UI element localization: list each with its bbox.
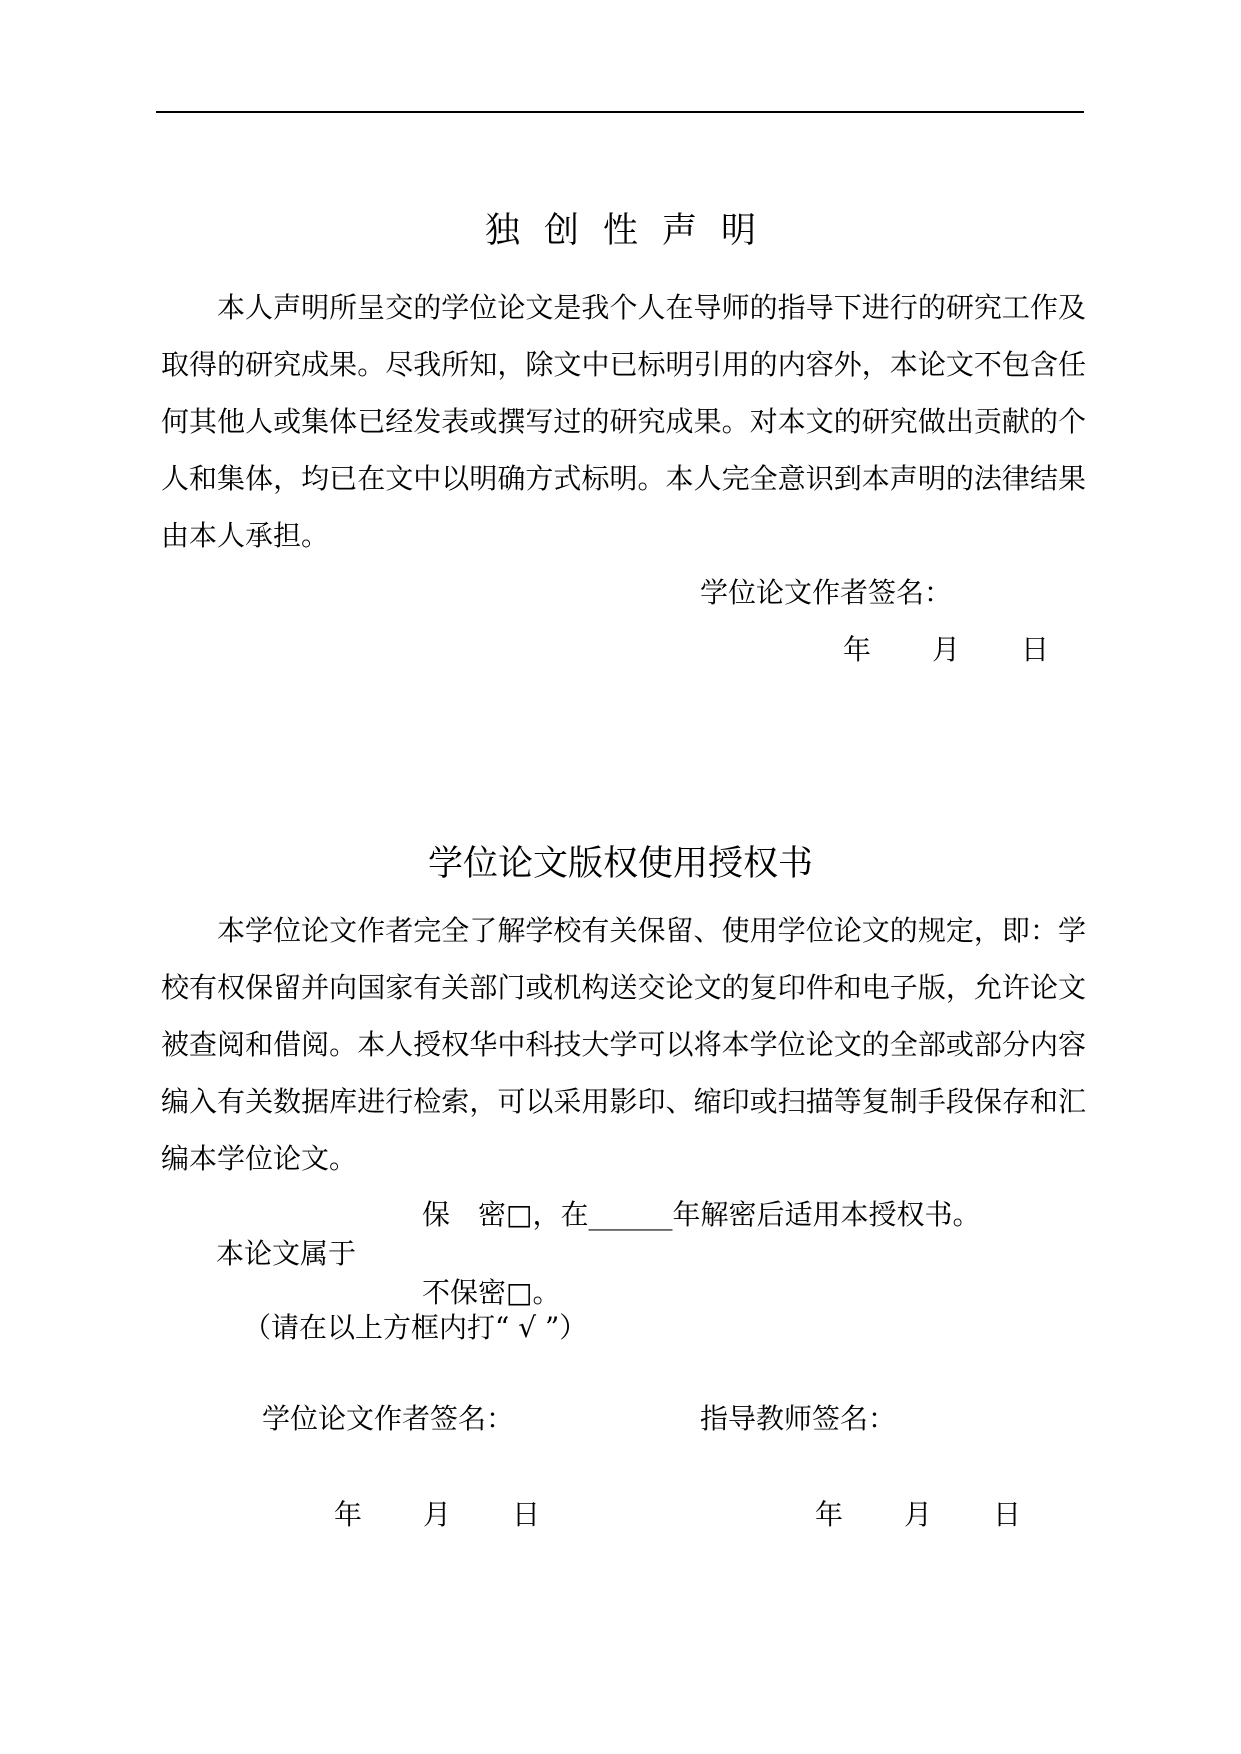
- option-secret: 保 密□，在______年解密后适用本授权书。: [422, 1198, 981, 1231]
- author-date-day: 日: [512, 1498, 541, 1531]
- checkbox-note: （请在以上方框内打“ √ ”）: [243, 1311, 588, 1344]
- advisor-date-day: 日: [993, 1498, 1022, 1531]
- declaration-signature-label: 学位论文作者签名：: [700, 576, 953, 609]
- belongs-label: 本论文属于: [216, 1237, 357, 1270]
- header-rule: [156, 111, 1084, 113]
- advisor-date-year: 年: [815, 1498, 844, 1531]
- declaration-date-day: 日: [1021, 633, 1050, 666]
- declaration-title: 独创性声明: [484, 211, 780, 251]
- advisor-date-month: 月: [904, 1498, 933, 1531]
- author-date-year: 年: [334, 1498, 363, 1531]
- declaration-date-year: 年: [843, 633, 872, 666]
- declaration-body: 本人声明所呈交的学位论文是我个人在导师的指导下进行的研究工作及取得的研究成果。尽我所知，除文中已标明引用的内容外，本论文不包含任何其他人或集体已经发表或撰写过的研究成果。对本文的研究做出贡献的个人和集体，均已在文中以明确方式标明。本人完全意识到本声明的法律结果由本人承担。: [161, 291, 1086, 552]
- option-not-secret: 不保密□。: [422, 1276, 561, 1309]
- author-date-month: 月: [423, 1498, 452, 1531]
- authorization-body: 本学位论文作者完全了解学校有关保留、使用学位论文的规定，即：学校有权保留并向国家有关部门或机构送交论文的复印件和电子版，允许论文被查阅和借阅。本人授权华中科技大学可以将本学位论文的全部或部分内容编入有关数据库进行检索，可以采用影印、缩印或扫描等复制手段保存和汇编本学位论文。: [161, 914, 1086, 1175]
- authorization-title: 学位论文版权使用授权书: [427, 844, 813, 884]
- author-signature-label: 学位论文作者签名：: [262, 1402, 515, 1435]
- advisor-signature-label: 指导教师签名：: [700, 1402, 897, 1435]
- declaration-date-month: 月: [932, 633, 961, 666]
